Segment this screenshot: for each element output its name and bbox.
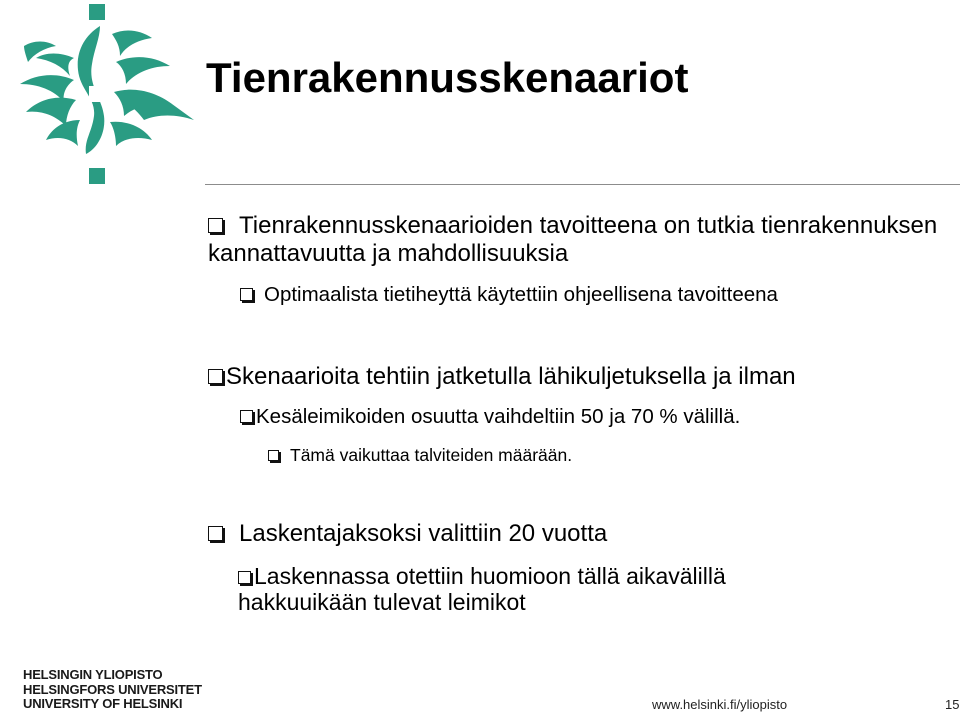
bullet-item — [240, 283, 778, 307]
bullet-item — [208, 520, 607, 548]
wordmark-line: HELSINGFORS UNIVERSITET — [23, 681, 202, 697]
wordmark-line: HELSINGIN YLIOPISTO — [23, 667, 163, 682]
bullet-item — [240, 405, 740, 429]
bullet-text: Optimaalista tietiheyttä käytettiin ohjeellisena tavoitteena — [264, 283, 778, 306]
bullet-text: Skenaarioita tehtiin jatketulla lähikuljetuksella ja ilman — [226, 363, 796, 390]
checkbox-bullet-icon — [240, 288, 253, 301]
checkbox-bullet-icon — [268, 450, 279, 461]
university-flame-logo — [0, 0, 200, 190]
bullet-text: Laskennassa otettiin huomioon tällä aikavälillä hakkuuikään tulevat leimikot — [238, 563, 726, 615]
slide-title: Tienrakennusskenaariot — [206, 54, 689, 101]
bullet-text: Tienrakennusskenaarioiden tavoitteena on tutkia tienrakennuksen kannattavuutta ja mahdollisuuksia — [208, 212, 938, 267]
page-number: 15 — [945, 697, 960, 712]
bullet-text: Laskentajaksoksi valittiin 20 vuotta — [239, 520, 608, 547]
checkbox-bullet-icon — [238, 571, 251, 584]
title-divider — [205, 184, 960, 185]
checkbox-bullet-icon — [208, 526, 223, 541]
checkbox-bullet-icon — [208, 369, 223, 384]
checkbox-bullet-icon — [240, 410, 253, 423]
footer-url: www.helsinki.fi/yliopisto — [652, 697, 788, 712]
university-wordmark — [23, 668, 202, 712]
bullet-item — [208, 212, 960, 268]
bullet-item — [238, 563, 818, 615]
wordmark-line: UNIVERSITY OF HELSINKI — [23, 696, 183, 711]
checkbox-bullet-icon — [208, 218, 223, 233]
bullet-item — [268, 445, 572, 465]
bullet-text: Tämä vaikuttaa talviteiden määrään. — [290, 445, 573, 465]
bullet-text: Kesäleimikoiden osuutta vaihdeltiin 50 ja 70 % välillä. — [256, 405, 741, 428]
bullet-item — [208, 363, 796, 391]
